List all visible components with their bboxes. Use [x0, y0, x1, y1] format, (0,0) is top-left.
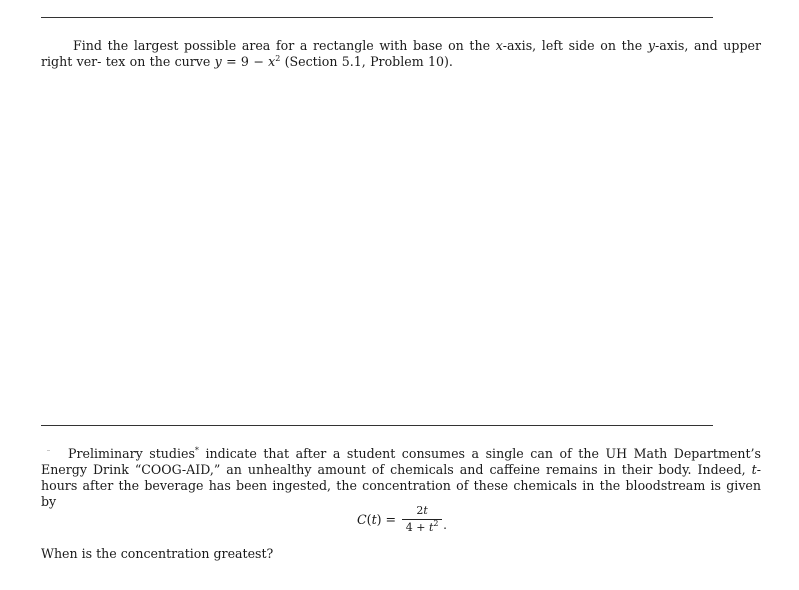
denominator-constant: 4 +: [405, 521, 429, 534]
problem-1-text: Find the largest possible area for a rectangle with base on the: [73, 38, 496, 53]
problem-2-text: indicate that after a student consumes a single can of the UH Math Department’s Energy Drink “COOG-AID,” an unhealthy amount of chemicals and caffeine remains in their body. Indeed,: [41, 446, 761, 477]
paren-open: (: [366, 512, 372, 527]
function-name: C: [357, 512, 367, 527]
numerator-coefficient: 2: [416, 504, 424, 517]
y-variable: y: [647, 38, 655, 53]
problem-1-text: -axis, and upper right ver- tex on the curve: [41, 38, 761, 69]
problem-1-text: -axis, left side on the: [502, 38, 648, 53]
problem-2-text: Preliminary studies: [68, 446, 195, 461]
t-variable: t: [751, 462, 757, 477]
curve-y-variable: y: [214, 54, 222, 69]
footnote-mark: *: [194, 446, 199, 455]
problem-2-question: When is the concentration greatest?: [41, 546, 274, 561]
x-variable: x: [495, 38, 503, 53]
denominator-variable: t: [428, 521, 434, 534]
function-argument: t: [371, 512, 377, 527]
problem-2-text: -hours after the beverage has been ingested, the concentration of these chemicals in the bloodstream is given by: [41, 462, 761, 509]
problem-1-statement: [41, 38, 761, 70]
fraction-denominator: [406, 520, 439, 534]
curve-exponent: 2: [275, 54, 281, 63]
problem-2-statement: [41, 446, 761, 510]
curve-equation: = 9 −: [221, 54, 269, 69]
concentration-equation: [357, 505, 447, 534]
curve-x-variable: x: [268, 54, 276, 69]
fraction-numerator: [402, 505, 442, 520]
middle-rule: [41, 425, 713, 426]
top-rule: [41, 17, 713, 18]
problem-1-reference: (Section 5.1, Problem 10).: [280, 54, 453, 69]
paren-close-equals: ) =: [376, 512, 397, 527]
fraction: [402, 505, 442, 534]
numerator-variable: t: [423, 504, 428, 517]
denominator-exponent: 2: [433, 519, 439, 528]
equation-period: .: [443, 517, 447, 532]
